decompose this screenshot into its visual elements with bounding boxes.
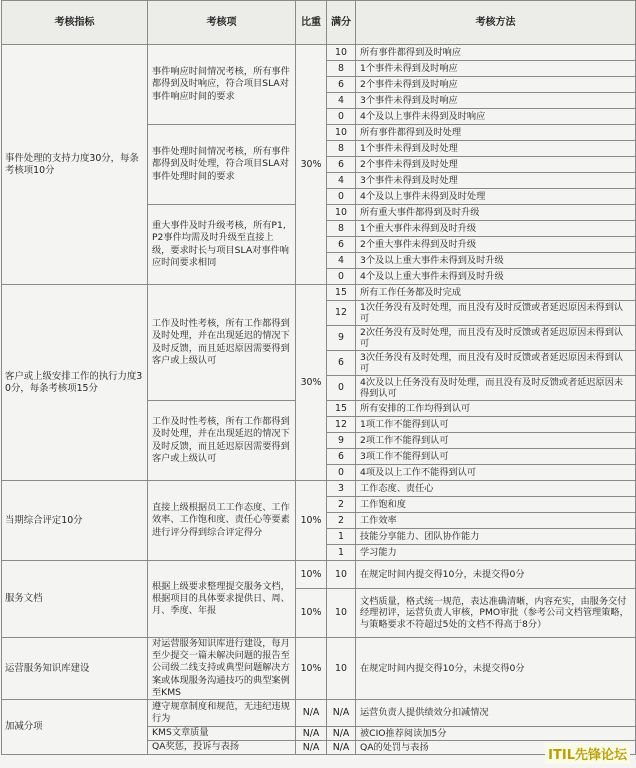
header-item: 考核项: [148, 1, 296, 45]
indicator-cell: 服务文档: [2, 561, 148, 638]
indicator-cell: 客户或上级安排工作的执行力度30分，每条考核项15分: [2, 285, 148, 481]
score-cell: 12: [327, 301, 356, 326]
assessment-table: [1, 0, 636, 755]
method-cell: 1个事件未得到及时响应: [356, 61, 636, 77]
score-cell: 0: [327, 376, 356, 401]
method-cell: 2个事件未得到及时响应: [356, 77, 636, 93]
header-weight: 比重: [296, 1, 327, 45]
method-cell: 工作饱和度: [356, 497, 636, 513]
score-cell: 10: [327, 205, 356, 221]
score-cell: 3: [327, 481, 356, 497]
indicator-cell: 事件处理的支持力度30分，每条考核项10分: [2, 45, 148, 285]
score-cell: 2: [327, 497, 356, 513]
method-cell: 2个重大事件未得到及时升级: [356, 237, 636, 253]
score-cell: 10: [327, 561, 356, 589]
table-row: [2, 45, 636, 61]
score-cell: 10: [327, 125, 356, 141]
method-cell: 2项工作不能得到认可: [356, 433, 636, 449]
score-cell: 6: [327, 351, 356, 376]
method-cell: 4个及以上事件未得到及时响应: [356, 109, 636, 125]
item-cell: 重大事件及时升级考核，所有P1,P2事件均需及时升级至直接上级，要求时长与项目SLA对事件响应时间要求相同: [148, 205, 296, 285]
method-cell: 1个重大事件未得到及时升级: [356, 221, 636, 237]
item-cell: 工作及时性考核，所有工作都得到及时处理，并在出现延迟的情况下及时反馈，而且延迟原因需要得到客户或上级认可: [148, 401, 296, 481]
score-cell: N/A: [327, 741, 356, 755]
weight-cell: N/A: [296, 700, 327, 727]
weight-cell: 30%: [296, 285, 327, 481]
score-cell: 15: [327, 285, 356, 301]
table-row: [2, 481, 636, 497]
score-cell: 10: [327, 589, 356, 638]
score-cell: 12: [327, 417, 356, 433]
header-method: 考核方法: [356, 1, 636, 45]
weight-cell: 30%: [296, 45, 327, 285]
method-cell: 在规定时间内提交得10分，未提交得0分: [356, 561, 636, 589]
weight-cell: 10%: [296, 638, 327, 700]
score-cell: 6: [327, 157, 356, 173]
method-cell: 1个事件未得到及时处理: [356, 141, 636, 157]
method-cell: 所有事件都得到及时响应: [356, 45, 636, 61]
item-cell: 事件响应时间情况考核，所有事件都得到及时响应，符合项目SLA对事件响应时间的要求: [148, 45, 296, 125]
score-cell: 6: [327, 449, 356, 465]
method-cell: 所有重大事件都得到及时升级: [356, 205, 636, 221]
method-cell: 在规定时间内提交得10分，未提交得0分: [356, 638, 636, 700]
method-cell: 4项及以上工作不能得到认可: [356, 465, 636, 481]
score-cell: 2: [327, 513, 356, 529]
score-cell: N/A: [327, 700, 356, 727]
item-cell: 根据上级要求整理提交服务文档，根据项目的具体要求提供日、周、月、季度、年报: [148, 561, 296, 638]
method-cell: 3次任务没有及时处理，而且没有及时反馈或者延迟原因未得到认可: [356, 351, 636, 376]
method-cell: 4个及以上事件未得到及时处理: [356, 189, 636, 205]
score-cell: 0: [327, 269, 356, 285]
method-cell: 文档质量，格式统一规范，表达准确清晰，内容充实，由服务交付经理初评，运营负责人审核，PMO审批（参考公司文档管理策略，与策略要求不符超过5处的文档不得高于8分）: [356, 589, 636, 638]
item-cell: 工作及时性考核，所有工作都得到及时处理，并在出现延迟的情况下及时反馈，而且延迟原因需要得到客户或上级认可: [148, 285, 296, 401]
table-header-row: [2, 1, 636, 45]
indicator-cell: 运营服务知识库建设: [2, 638, 148, 700]
table-row: [2, 561, 636, 589]
method-cell: 技能分享能力、团队协作能力: [356, 529, 636, 545]
method-cell: 所有工作任务都及时完成: [356, 285, 636, 301]
method-cell: 所有安排的工作均得到认可: [356, 401, 636, 417]
method-cell: 1项工作不能得到认可: [356, 417, 636, 433]
score-cell: 1: [327, 545, 356, 561]
weight-cell: 10%: [296, 481, 327, 561]
score-cell: 4: [327, 253, 356, 269]
item-cell: 事件处理时间情况考核，所有事件都得到及时处理，符合项目SLA对事件处理时间的要求: [148, 125, 296, 205]
score-cell: 6: [327, 237, 356, 253]
score-cell: 10: [327, 638, 356, 700]
score-cell: 6: [327, 77, 356, 93]
score-cell: 15: [327, 401, 356, 417]
method-cell: 2次任务没有及时处理，而且没有及时反馈或者延迟原因未得到认可: [356, 326, 636, 351]
method-cell: QA的处罚与表扬: [356, 741, 636, 755]
method-cell: 1次任务没有及时处理，而且没有及时反馈或者延迟原因未得到认可: [356, 301, 636, 326]
item-cell: KMS文章质量: [148, 727, 296, 741]
weight-cell: N/A: [296, 741, 327, 755]
weight-cell: N/A: [296, 727, 327, 741]
score-cell: 9: [327, 326, 356, 351]
item-cell: 直接上级根据员工工作态度、工作效率、工作饱和度、责任心等要素进行评分得到综合评定得分: [148, 481, 296, 561]
score-cell: 0: [327, 189, 356, 205]
header-full-score: 满分: [327, 1, 356, 45]
method-cell: 3个事件未得到及时响应: [356, 93, 636, 109]
item-cell: 遵守规章制度和规范，无违纪违规行为: [148, 700, 296, 727]
method-cell: 所有事件都得到及时处理: [356, 125, 636, 141]
score-cell: 4: [327, 173, 356, 189]
method-cell: 学习能力: [356, 545, 636, 561]
table-row: [2, 285, 636, 301]
weight-cell: 10%: [296, 589, 327, 638]
method-cell: 运营负责人提供绩效分扣减情况: [356, 700, 636, 727]
score-cell: 8: [327, 221, 356, 237]
item-cell: 对运营服务知识库进行建设，每月至少提交一篇未解决问题的报告至公司级二线支持或典型问题解决方案或体现服务沟通技巧的典型案例至KMS: [148, 638, 296, 700]
table-row: [2, 638, 636, 700]
item-cell: QA奖惩，投诉与表扬: [148, 741, 296, 755]
score-cell: 4: [327, 93, 356, 109]
indicator-cell: 当期综合评定10分: [2, 481, 148, 561]
indicator-cell: 加减分项: [2, 700, 148, 755]
score-cell: 1: [327, 529, 356, 545]
method-cell: 被CIO推荐阅读加5分: [356, 727, 636, 741]
score-cell: 8: [327, 61, 356, 77]
method-cell: 4次及以上任务没有及时处理，而且没有及时反馈或者延迟原因未得到认可: [356, 376, 636, 401]
method-cell: 3个事件未得到及时处理: [356, 173, 636, 189]
method-cell: 工作效率: [356, 513, 636, 529]
score-cell: 0: [327, 465, 356, 481]
method-cell: 2个事件未得到及时处理: [356, 157, 636, 173]
score-cell: 8: [327, 141, 356, 157]
score-cell: N/A: [327, 727, 356, 741]
score-cell: 10: [327, 45, 356, 61]
score-cell: 9: [327, 433, 356, 449]
header-indicator: 考核指标: [2, 1, 148, 45]
weight-cell: 10%: [296, 561, 327, 589]
forum-watermark: ITIL先锋论坛: [545, 743, 630, 764]
score-cell: 0: [327, 109, 356, 125]
table-row: [2, 700, 636, 727]
method-cell: 3项工作不能得到认可: [356, 449, 636, 465]
method-cell: 3个及以上重大事件未得到及时升级: [356, 253, 636, 269]
method-cell: 工作态度、责任心: [356, 481, 636, 497]
method-cell: 4个及以上重大事件未得到及时升级: [356, 269, 636, 285]
